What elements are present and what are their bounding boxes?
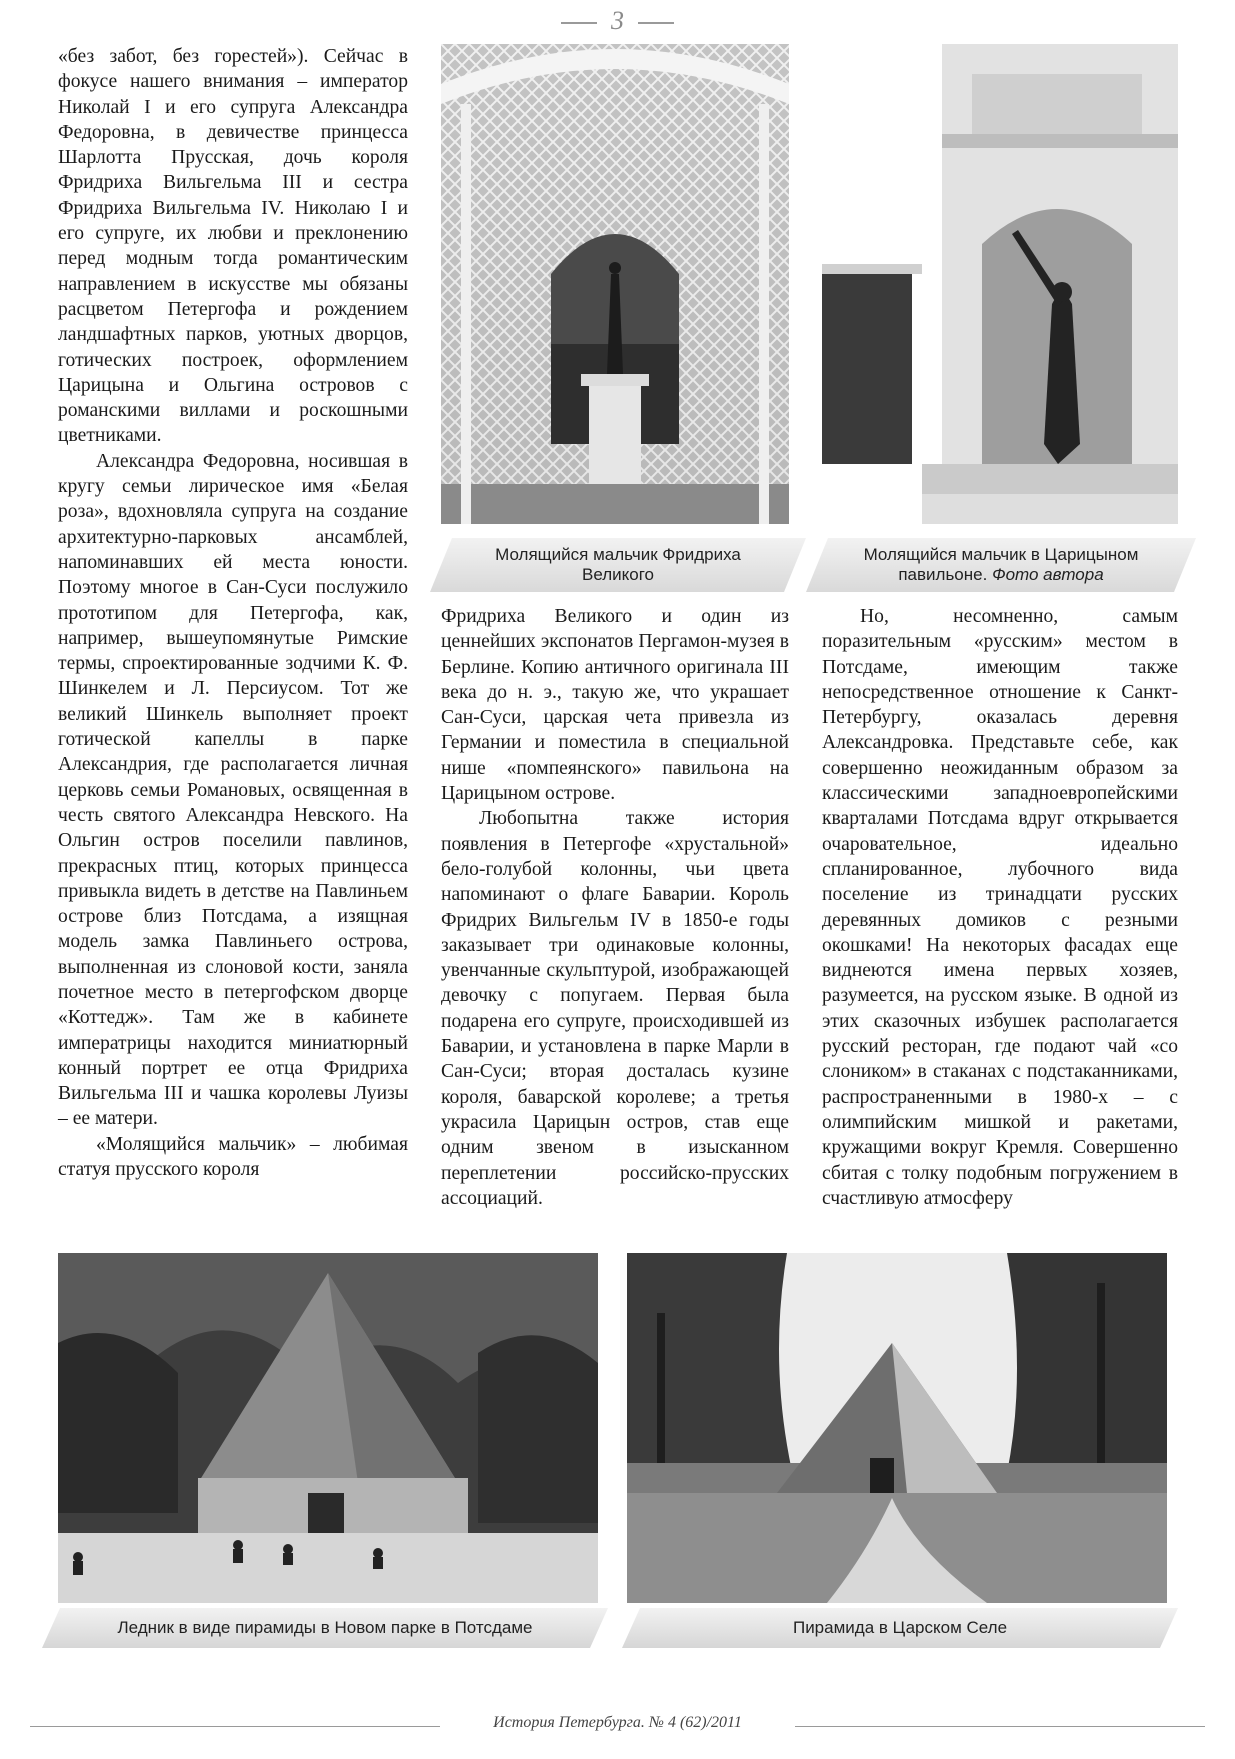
- paragraph: Но, несомненно, самым поразительным «русским» местом в Потсдаме, имеющим также непосредственное отношение к Санкт-Петербургу, оказалась деревня Александровка. Представьте себе, как совершенно неожиданным образом за классическими западноевропейскими кварталами Потсдама вдруг открывается очаровательное, идеально спланированное, лубочного вида поселение из тринадцати русских деревянных домиков с резными окошками! На некоторых фасадах еще виднеются имена первых хозяев, разумеется, на русском языке. В одной из этих сказочных избушек располагается русский ресторан, где подают чай «со слоником» в стаканах с подстаканниками, распространенными в 1980-х – с олимпийским мишкой и ракетами, кружащими вокруг Кремля. Совершенно сбитая с толку подобным погружением в счастливую атмосферу: [822, 606, 1178, 1209]
- paragraph: Фридриха Великого и один из ценнейших экспонатов Пергамон-музея в Берлине. Копию античного оригинала III века до н. э., такую же, что украшает Сан-Суси, царская чета привезла из Германии и поместила в специальной нише «помпеянского» павильона на Царицыном острове.: [441, 606, 789, 805]
- photo-pyramid-tsarskoe-selo: [627, 1253, 1167, 1603]
- page-number: 3: [0, 6, 1235, 36]
- caption-photo-2: Молящийся мальчик в Царицыном павильоне. Фото автора: [806, 538, 1196, 592]
- paragraph: «Молящийся мальчик» – любимая статуя прусского короля: [58, 1133, 408, 1181]
- paragraph: Александра Федоровна, носившая в кругу семьи лирическое имя «Белая роза», вдохновляла супруга на создание архитектурно-парковых ансамблей, напоминавших ей места юности. Поэтому многое в Сан-Суси послужило прототипом для Петергофа, как, например, вышеупомянутые Римские термы, спроектированные зодчими К. Ф. Шинкелем и Л. Персиусом. Тот же великий Шинкель выполняет проект готической капеллы в парке Александрия, где располагается личная церковь семьи Романовых, освященная в честь святого Александра Невского. На Ольгин остров поселили павлинов, прекрасных птиц, которых принцесса привыкла видеть в детстве на Павлиньем острове близ Потсдама, а изящная модель замка Павлиньего острова, выполненная из слоновой кости, заняла почетное место в петергофском дворце «Коттедж». Там же в кабинете императрицы находится миниатюрный конный портрет ее отца Фридриха Вильгельма III и чашка королевы Луизы – ее матери.: [58, 450, 408, 1130]
- caption-photo-1: Молящийся мальчик Фридриха Великого: [430, 538, 806, 592]
- middle-column: [441, 604, 789, 1211]
- caption-photo-3: Ледник в виде пирамиды в Новом парке в Потсдаме: [42, 1608, 608, 1648]
- photo-pyramid-potsdam: [58, 1253, 598, 1603]
- footer-journal-title: История Петербурга. № 4 (62)/2011: [493, 1714, 742, 1731]
- caption-photo-4: Пирамида в Царском Селе: [622, 1608, 1178, 1648]
- left-column: [58, 44, 408, 1182]
- paragraph: «без забот, без горестей»). Сейчас в фокусе нашего внимания – император Николай I и его супруга Александра Федоровна, в девичестве принцесса Шарлотта Прусская, дочь короля Фридриха Вильгельма III и сестра Фридриха Вильгельма IV. Николаю I и его супруге, их любви и преклонению перед модным тогда романтическим направлением в искусстве мы обязаны расцветом Петергофа и рождением ландшафтных парков, уютных дворцов, готических построек, оформлением Царицына и Ольгина островов с романскими виллами и роскошными цветниками.: [58, 46, 408, 447]
- photo-credit: Фото автора: [992, 565, 1104, 584]
- right-column: [822, 604, 1178, 1211]
- photo-praying-boy-niche: [822, 44, 1178, 524]
- photo-praying-boy-trellis: [441, 44, 789, 524]
- paragraph: Любопытна также история появления в Петергофе «хрустальной» бело-голубой колонны, чьи цвета напоминают о флаге Баварии. Король Фридрих Вильгельм IV в 1850-е годы заказывает три одинаковые колонны, увенчанные скульптурой, изображающей девочку с попугаем. Первая была подарена его супруге, происходившей из Баварии, и установлена в парке Марли в Сан-Суси; вторая досталась кузине короля, баварской королеве; а третья украсила Царицын остров, став еще одним звеном в изысканном переплетении российско-прусских ассоциаций.: [441, 808, 789, 1209]
